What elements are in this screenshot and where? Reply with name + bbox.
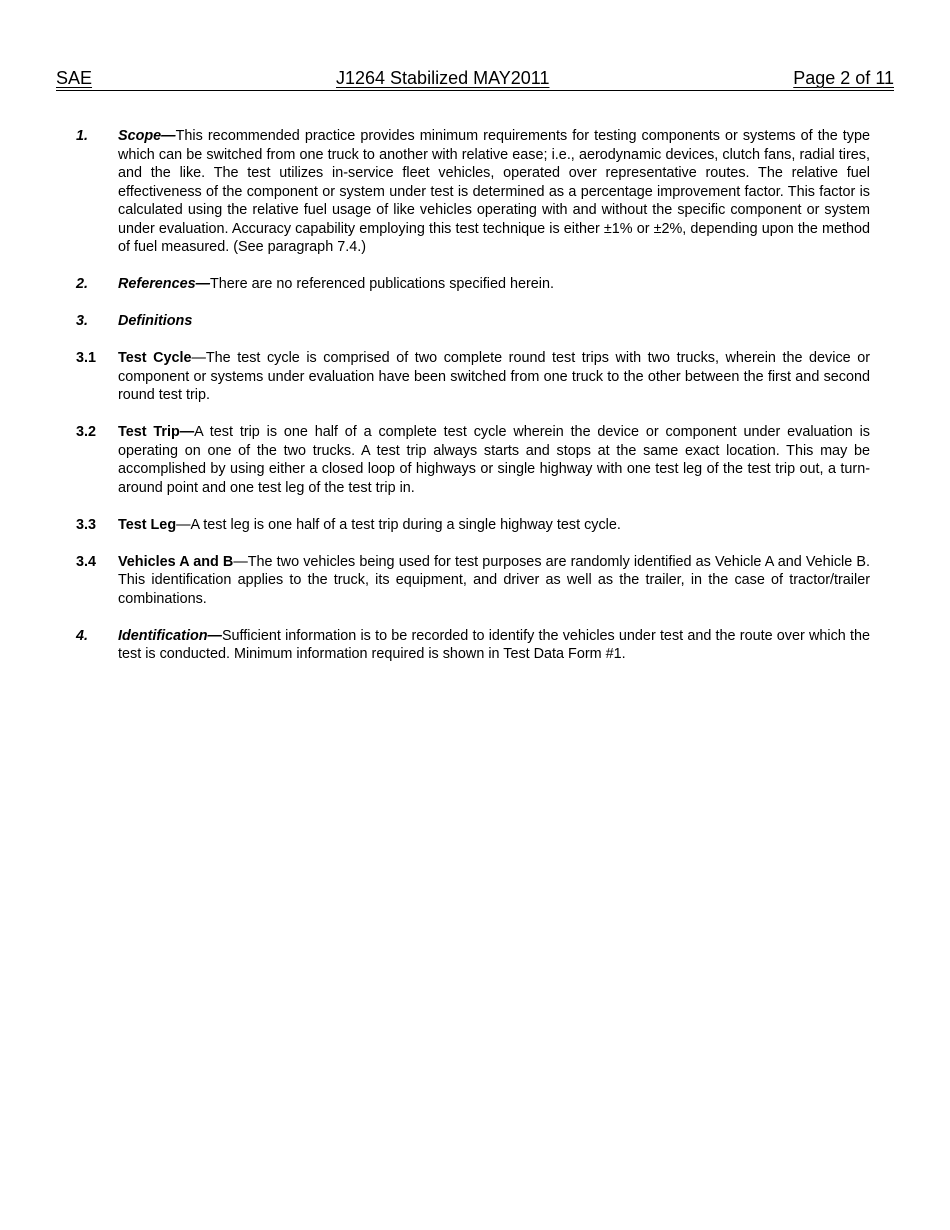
section-term: References— — [118, 276, 210, 292]
section-text: —The test cycle is comprised of two complete round test trips with two trucks, wherein the device or component or systems under evaluation have been switched from one truck to the other between the first and second round test trip. — [118, 350, 871, 403]
definition-test-trip — [76, 423, 870, 497]
section-term: Test Leg — [118, 516, 177, 533]
section-text: —A test leg is one half of a test trip during a single highway test cycle. — [176, 516, 621, 533]
section-number: 3.1 — [76, 350, 97, 366]
section-term: Test Trip— — [118, 424, 195, 440]
section-number: 3. — [76, 313, 89, 329]
section-number: 3.3 — [76, 516, 97, 533]
section-term: Scope— — [118, 128, 176, 144]
section-identification — [76, 627, 870, 664]
section-definitions — [76, 312, 870, 331]
definition-vehicles — [76, 553, 870, 609]
section-term: Definitions — [118, 313, 193, 329]
section-text: Sufficient information is to be recorded to identify the vehicles under test and the route over which the test is conducted. Minimum information required is shown in Test Data Form #1. — [118, 627, 870, 662]
section-term: Identification— — [118, 627, 222, 644]
definition-test-cycle — [76, 349, 870, 405]
section-text: —The two vehicles being used for test purposes are randomly identified as Vehicle A and Vehicle B. This identification applies to the truck, its equipment, and driver as well as the trailer, in the case of tractor/trailer combinations. — [118, 553, 870, 607]
definition-test-leg — [76, 516, 870, 535]
section-text: This recommended practice provides minimum requirements for testing components or systems of the type which can be switched from one truck to another with relative ease; i.e., aerodynamic devices, clutch fans, radial tires, and the like. The test utilizes in-service fleet vehicles, operated over representative routes. The relative fuel effectiveness of the component or system under test is determined as a percentage improvement factor. This factor is calculated using the relative fuel usage of like vehicles operating with and without the specific component or system under evaluation. Accuracy capability employing this test technique is either ±1% or ±2%, depending upon the method of fuel measured. (See paragraph 7.4.) — [118, 128, 870, 255]
section-text: There are no referenced publications specified herein. — [210, 276, 554, 292]
section-number: 3.2 — [76, 424, 97, 440]
section-term: Test Cycle — [118, 350, 192, 366]
section-term: Vehicles A and B — [118, 553, 234, 570]
section-number: 3.4 — [76, 553, 97, 570]
header-document-id: J1264 Stabilized MAY2011 — [336, 68, 550, 88]
header-page-number: Page 2 of 11 — [793, 68, 894, 88]
section-scope — [76, 127, 870, 257]
section-number: 2. — [76, 276, 89, 292]
document-body — [76, 127, 870, 682]
section-number: 1. — [76, 128, 89, 144]
section-text: A test trip is one half of a complete test cycle wherein the device or component under evaluation is operating on one of the two trucks. A test trip always starts and stops at the same exact location. This may be accomplished by using either a closed loop of highways or single highway with one test leg of the test trip out, a turn-around point and one test leg of the test trip in. — [118, 424, 870, 496]
section-number: 4. — [76, 627, 89, 644]
section-references — [76, 275, 870, 294]
header-org: SAE — [56, 68, 93, 88]
page-header — [56, 66, 894, 91]
